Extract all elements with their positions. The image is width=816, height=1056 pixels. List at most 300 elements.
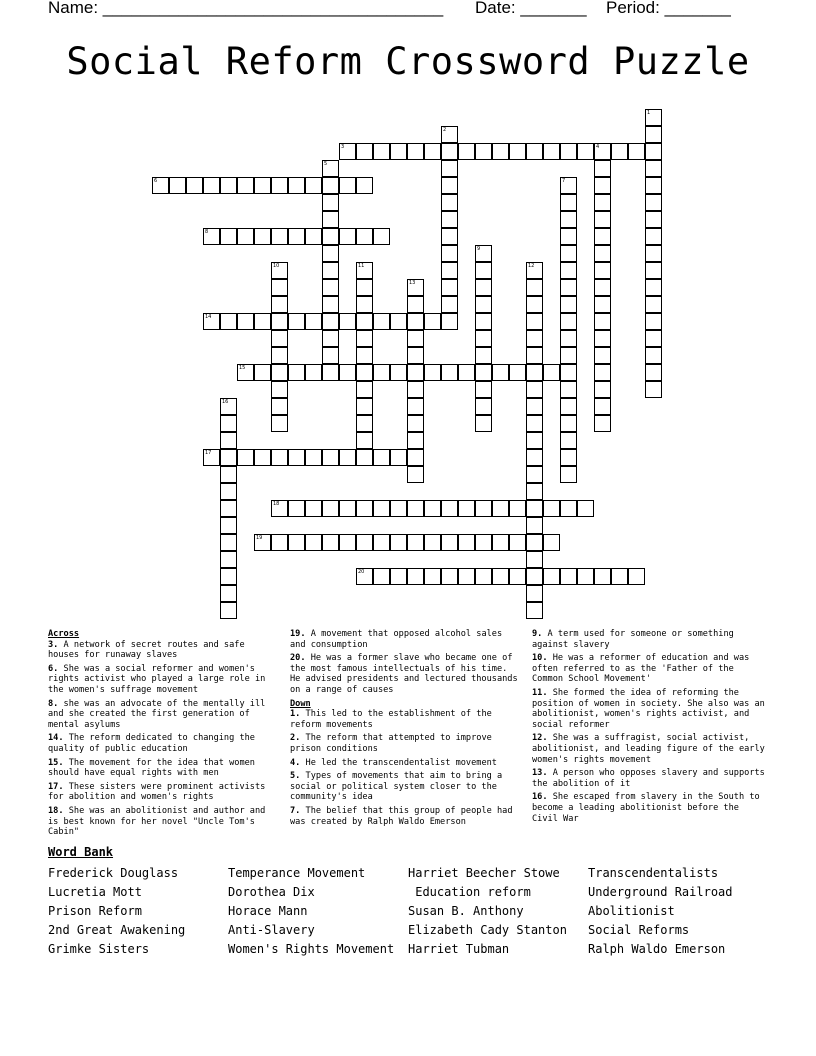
crossword-cell[interactable] (475, 364, 492, 381)
clue-number: 9 (477, 246, 481, 252)
crossword-cell[interactable] (594, 296, 611, 313)
crossword-cell[interactable] (220, 602, 237, 619)
crossword-cell[interactable] (475, 279, 492, 296)
crossword-cell[interactable] (543, 534, 560, 551)
crossword-cell[interactable] (322, 160, 339, 177)
crossword-cell[interactable] (424, 500, 441, 517)
crossword-cell[interactable] (356, 262, 373, 279)
crossword-cell[interactable] (424, 143, 441, 160)
crossword-cell[interactable] (526, 330, 543, 347)
crossword-cell[interactable] (441, 194, 458, 211)
crossword-cell[interactable] (543, 143, 560, 160)
crossword-cell[interactable] (594, 279, 611, 296)
crossword-cell[interactable] (322, 500, 339, 517)
crossword-cell[interactable] (526, 585, 543, 602)
crossword-cell[interactable] (322, 449, 339, 466)
crossword-cell[interactable] (628, 568, 645, 585)
crossword-cell[interactable] (475, 143, 492, 160)
crossword-cell[interactable] (509, 364, 526, 381)
crossword-cell[interactable] (407, 398, 424, 415)
crossword-cell[interactable] (645, 262, 662, 279)
crossword-cell[interactable] (645, 296, 662, 313)
crossword-cell[interactable] (526, 483, 543, 500)
word-bank-item: Ralph Waldo Emerson (588, 942, 726, 956)
crossword-cell[interactable] (254, 449, 271, 466)
crossword-cell[interactable] (441, 313, 458, 330)
crossword-cell[interactable] (492, 534, 509, 551)
clue-item (532, 688, 766, 730)
crossword-cell[interactable] (254, 364, 271, 381)
crossword-cell[interactable] (526, 602, 543, 619)
crossword-cell[interactable] (645, 177, 662, 194)
crossword-cell[interactable] (594, 228, 611, 245)
crossword-cell[interactable] (509, 143, 526, 160)
crossword-cell[interactable] (645, 330, 662, 347)
crossword-cell[interactable] (373, 364, 390, 381)
crossword-cell[interactable] (475, 262, 492, 279)
crossword-cell[interactable] (254, 177, 271, 194)
crossword-cell[interactable] (441, 534, 458, 551)
crossword-cell[interactable] (271, 534, 288, 551)
crossword-cell[interactable] (322, 347, 339, 364)
crossword-cell[interactable] (220, 585, 237, 602)
crossword-cell[interactable] (526, 262, 543, 279)
crossword-cell[interactable] (220, 500, 237, 517)
crossword-cell[interactable] (220, 228, 237, 245)
crossword-cell[interactable] (220, 415, 237, 432)
crossword-cell[interactable] (645, 347, 662, 364)
crossword-cell[interactable] (475, 398, 492, 415)
crossword-cell[interactable] (560, 432, 577, 449)
clue-item-text: A person who opposes slavery and supports the abolition of it (532, 768, 765, 789)
crossword-cell[interactable] (220, 517, 237, 534)
crossword-cell[interactable] (441, 262, 458, 279)
crossword-cell[interactable] (560, 568, 577, 585)
clue-number: 7 (562, 178, 566, 184)
crossword-cell[interactable] (645, 279, 662, 296)
crossword-cell[interactable] (441, 177, 458, 194)
crossword-cell[interactable] (305, 500, 322, 517)
crossword-cell[interactable] (424, 568, 441, 585)
crossword-cell[interactable] (271, 313, 288, 330)
crossword-cell[interactable] (373, 449, 390, 466)
crossword-cell[interactable] (407, 568, 424, 585)
crossword-cell[interactable] (509, 534, 526, 551)
crossword-cell[interactable] (560, 398, 577, 415)
crossword-cell[interactable] (526, 381, 543, 398)
crossword-cell[interactable] (339, 143, 356, 160)
crossword-cell[interactable] (203, 313, 220, 330)
crossword-cell[interactable] (237, 177, 254, 194)
crossword-cell[interactable] (288, 500, 305, 517)
clue-item (48, 806, 280, 838)
crossword-cell[interactable] (577, 568, 594, 585)
crossword-cell[interactable] (645, 245, 662, 262)
crossword-cell[interactable] (594, 160, 611, 177)
crossword-cell[interactable] (305, 177, 322, 194)
crossword-cell[interactable] (475, 415, 492, 432)
crossword-cell[interactable] (594, 381, 611, 398)
crossword-cell[interactable] (220, 551, 237, 568)
crossword-cell[interactable] (645, 160, 662, 177)
crossword-cell[interactable] (288, 534, 305, 551)
crossword-cell[interactable] (594, 330, 611, 347)
crossword-cell[interactable] (628, 143, 645, 160)
crossword-cell[interactable] (475, 534, 492, 551)
name-field-label[interactable]: Name: ____________________________________ (48, 0, 444, 17)
crossword-cell[interactable] (645, 211, 662, 228)
crossword-cell[interactable] (560, 466, 577, 483)
crossword-cell[interactable] (237, 228, 254, 245)
crossword-cell[interactable] (356, 296, 373, 313)
crossword-cell[interactable] (271, 228, 288, 245)
crossword-cell[interactable] (645, 194, 662, 211)
crossword-cell[interactable] (458, 568, 475, 585)
crossword-cell[interactable] (373, 143, 390, 160)
crossword-cell[interactable] (594, 313, 611, 330)
crossword-cell[interactable] (645, 381, 662, 398)
crossword-cell[interactable] (356, 364, 373, 381)
crossword-cell[interactable] (441, 228, 458, 245)
clue-item-number: 8. (48, 698, 59, 709)
crossword-cell[interactable] (322, 228, 339, 245)
crossword-cell[interactable] (186, 177, 203, 194)
crossword-cell[interactable] (645, 143, 662, 160)
crossword-cell[interactable] (339, 177, 356, 194)
crossword-cell[interactable] (526, 364, 543, 381)
crossword-cell[interactable] (458, 364, 475, 381)
crossword-cell[interactable] (288, 177, 305, 194)
clue-number: 16 (222, 399, 229, 405)
crossword-cell[interactable] (356, 330, 373, 347)
crossword-cell[interactable] (271, 330, 288, 347)
crossword-cell[interactable] (475, 330, 492, 347)
crossword-cell[interactable] (645, 228, 662, 245)
crossword-cell[interactable] (594, 245, 611, 262)
crossword-cell[interactable] (441, 568, 458, 585)
crossword-cell[interactable] (526, 296, 543, 313)
clue-item-text: The reform dedicated to changing the quality of public education (48, 733, 255, 754)
crossword-cell[interactable] (407, 364, 424, 381)
crossword-cell[interactable] (645, 126, 662, 143)
crossword-cell[interactable] (220, 432, 237, 449)
crossword-cell[interactable] (543, 364, 560, 381)
crossword-cell[interactable] (356, 177, 373, 194)
crossword-cell[interactable] (288, 313, 305, 330)
crossword-cell[interactable] (220, 313, 237, 330)
crossword-cell[interactable] (526, 449, 543, 466)
crossword-cell[interactable] (441, 279, 458, 296)
crossword-cell[interactable] (220, 449, 237, 466)
crossword-cell[interactable] (373, 313, 390, 330)
crossword-cell[interactable] (271, 279, 288, 296)
crossword-cell[interactable] (594, 364, 611, 381)
crossword-cell[interactable] (543, 500, 560, 517)
crossword-cell[interactable] (492, 364, 509, 381)
crossword-cell[interactable] (373, 534, 390, 551)
crossword-cell[interactable] (458, 534, 475, 551)
crossword-cell[interactable] (492, 500, 509, 517)
crossword-cell[interactable] (475, 500, 492, 517)
clue-item (532, 653, 766, 685)
crossword-cell[interactable] (526, 415, 543, 432)
crossword-cell[interactable] (322, 330, 339, 347)
crossword-cell[interactable] (560, 211, 577, 228)
crossword-cell[interactable] (407, 313, 424, 330)
crossword-cell[interactable] (594, 143, 611, 160)
crossword-cell[interactable] (271, 364, 288, 381)
crossword-cell[interactable] (441, 143, 458, 160)
crossword-cell[interactable] (356, 398, 373, 415)
crossword-cell[interactable] (407, 415, 424, 432)
crossword-cell[interactable] (560, 313, 577, 330)
crossword-cell[interactable] (220, 466, 237, 483)
crossword-cell[interactable] (407, 279, 424, 296)
crossword-cell[interactable] (152, 177, 169, 194)
crossword-cell[interactable] (594, 415, 611, 432)
crossword-cell[interactable] (560, 279, 577, 296)
crossword-cell[interactable] (356, 415, 373, 432)
crossword-cell[interactable] (509, 568, 526, 585)
crossword-cell[interactable] (509, 500, 526, 517)
crossword-cell[interactable] (339, 534, 356, 551)
crossword-cell[interactable] (560, 364, 577, 381)
crossword-cell[interactable] (390, 313, 407, 330)
crossword-cell[interactable] (594, 177, 611, 194)
crossword-cell[interactable] (339, 364, 356, 381)
crossword-cell[interactable] (424, 534, 441, 551)
crossword-cell[interactable] (441, 211, 458, 228)
crossword-cell[interactable] (203, 449, 220, 466)
crossword-cell[interactable] (373, 568, 390, 585)
crossword-cell[interactable] (526, 398, 543, 415)
crossword-cell[interactable] (441, 126, 458, 143)
crossword-cell[interactable] (220, 483, 237, 500)
crossword-cell[interactable] (441, 160, 458, 177)
crossword-cell[interactable] (271, 398, 288, 415)
crossword-cell[interactable] (475, 347, 492, 364)
crossword-cell[interactable] (424, 313, 441, 330)
crossword-cell[interactable] (322, 534, 339, 551)
crossword-cell[interactable] (356, 534, 373, 551)
crossword-cell[interactable] (407, 534, 424, 551)
crossword-cell[interactable] (492, 143, 509, 160)
crossword-cell[interactable] (305, 313, 322, 330)
clue-item-number: 2. (290, 733, 301, 744)
crossword-cell[interactable] (407, 381, 424, 398)
crossword-cell[interactable] (441, 500, 458, 517)
crossword-cell[interactable] (339, 500, 356, 517)
crossword-cell[interactable] (254, 228, 271, 245)
crossword-cell[interactable] (560, 245, 577, 262)
crossword-cell[interactable] (271, 347, 288, 364)
crossword-cell[interactable] (390, 449, 407, 466)
crossword-cell[interactable] (220, 398, 237, 415)
crossword-cell[interactable] (407, 296, 424, 313)
crossword-cell[interactable] (356, 279, 373, 296)
crossword-cell[interactable] (611, 143, 628, 160)
crossword-cell[interactable] (475, 245, 492, 262)
crossword-cell[interactable] (254, 313, 271, 330)
crossword-cell[interactable] (237, 364, 254, 381)
crossword-cell[interactable] (237, 313, 254, 330)
crossword-cell[interactable] (441, 364, 458, 381)
crossword-cell[interactable] (288, 449, 305, 466)
crossword-cell[interactable] (305, 534, 322, 551)
crossword-cell[interactable] (322, 177, 339, 194)
crossword-cell[interactable] (441, 245, 458, 262)
crossword-cell[interactable] (594, 568, 611, 585)
crossword-cell[interactable] (356, 228, 373, 245)
crossword-cell[interactable] (560, 330, 577, 347)
crossword-cell[interactable] (305, 228, 322, 245)
crossword-cell[interactable] (594, 211, 611, 228)
clue-item (290, 629, 522, 650)
crossword-cell[interactable] (475, 313, 492, 330)
crossword-cell[interactable] (475, 381, 492, 398)
crossword-cell[interactable] (271, 381, 288, 398)
crossword-cell[interactable] (339, 228, 356, 245)
crossword-cell[interactable] (560, 500, 577, 517)
crossword-cell[interactable] (560, 449, 577, 466)
crossword-cell[interactable] (645, 109, 662, 126)
crossword-cell[interactable] (390, 568, 407, 585)
crossword-cell[interactable] (560, 347, 577, 364)
crossword-cell[interactable] (645, 313, 662, 330)
crossword-cell[interactable] (373, 500, 390, 517)
crossword-cell[interactable] (594, 262, 611, 279)
crossword-cell[interactable] (526, 534, 543, 551)
clue-number: 17 (205, 450, 212, 456)
crossword-cell[interactable] (220, 534, 237, 551)
crossword-cell[interactable] (458, 500, 475, 517)
crossword-cell[interactable] (526, 500, 543, 517)
crossword-cell[interactable] (526, 347, 543, 364)
crossword-cell[interactable] (424, 364, 441, 381)
crossword-cell[interactable] (356, 381, 373, 398)
crossword-cell[interactable] (407, 432, 424, 449)
crossword-cell[interactable] (526, 432, 543, 449)
crossword-cell[interactable] (339, 313, 356, 330)
crossword-cell[interactable] (356, 143, 373, 160)
crossword-cell[interactable] (526, 313, 543, 330)
crossword-cell[interactable] (594, 194, 611, 211)
crossword-cell[interactable] (322, 194, 339, 211)
period-field-label[interactable]: Period: _______ (606, 0, 731, 17)
crossword-cell[interactable] (475, 296, 492, 313)
crossword-cell[interactable] (305, 449, 322, 466)
crossword-cell[interactable] (356, 313, 373, 330)
crossword-cell[interactable] (271, 296, 288, 313)
crossword-cell[interactable] (526, 279, 543, 296)
crossword-cell[interactable] (356, 432, 373, 449)
crossword-cell[interactable] (594, 347, 611, 364)
crossword-cell[interactable] (169, 177, 186, 194)
clue-item-number: 4. (290, 757, 301, 768)
crossword-cell[interactable] (560, 381, 577, 398)
crossword-cell[interactable] (390, 143, 407, 160)
crossword-cell[interactable] (458, 143, 475, 160)
crossword-cell[interactable] (407, 347, 424, 364)
crossword-cell[interactable] (254, 534, 271, 551)
crossword-cell[interactable] (560, 143, 577, 160)
crossword-cell[interactable] (560, 177, 577, 194)
crossword-cell[interactable] (356, 347, 373, 364)
crossword-cell[interactable] (407, 466, 424, 483)
clue-item-number: 15. (48, 757, 64, 768)
crossword-cell[interactable] (560, 296, 577, 313)
crossword-cell[interactable] (356, 568, 373, 585)
crossword-cell[interactable] (237, 449, 254, 466)
clue-item-number: 9. (532, 629, 543, 639)
crossword-cell[interactable] (594, 398, 611, 415)
crossword-cell[interactable] (526, 143, 543, 160)
crossword-cell[interactable] (560, 415, 577, 432)
crossword-cell[interactable] (288, 228, 305, 245)
crossword-cell[interactable] (475, 568, 492, 585)
crossword-cell[interactable] (390, 500, 407, 517)
crossword-cell[interactable] (271, 500, 288, 517)
crossword-cell[interactable] (322, 296, 339, 313)
crossword-cell[interactable] (577, 500, 594, 517)
crossword-cell[interactable] (560, 194, 577, 211)
crossword-cell[interactable] (322, 313, 339, 330)
crossword-cell[interactable] (526, 517, 543, 534)
crossword-cell[interactable] (526, 466, 543, 483)
crossword-cell[interactable] (305, 364, 322, 381)
crossword-cell[interactable] (322, 262, 339, 279)
crossword-cell[interactable] (526, 568, 543, 585)
crossword-cell[interactable] (356, 500, 373, 517)
crossword-cell[interactable] (441, 296, 458, 313)
crossword-cell[interactable] (220, 177, 237, 194)
crossword-cell[interactable] (356, 449, 373, 466)
crossword-cell[interactable] (407, 500, 424, 517)
crossword-cell[interactable] (407, 330, 424, 347)
crossword-cell[interactable] (288, 364, 305, 381)
crossword-cell[interactable] (645, 364, 662, 381)
crossword-cell[interactable] (220, 568, 237, 585)
clue-number: 4 (596, 144, 600, 150)
crossword-cell[interactable] (271, 449, 288, 466)
crossword-cell[interactable] (526, 551, 543, 568)
crossword-cell[interactable] (407, 449, 424, 466)
crossword-cell[interactable] (390, 534, 407, 551)
date-field-label[interactable]: Date: _______ (475, 0, 587, 17)
crossword-cell[interactable] (390, 364, 407, 381)
clue-item (290, 758, 522, 769)
crossword-cell[interactable] (492, 568, 509, 585)
crossword-cell[interactable] (322, 279, 339, 296)
down-heading: Down (290, 698, 311, 709)
crossword-cell[interactable] (203, 228, 220, 245)
crossword-cell[interactable] (271, 177, 288, 194)
crossword-cell[interactable] (543, 568, 560, 585)
crossword-cell[interactable] (203, 177, 220, 194)
crossword-cell[interactable] (577, 143, 594, 160)
crossword-cell[interactable] (407, 143, 424, 160)
crossword-cell[interactable] (322, 245, 339, 262)
crossword-cell[interactable] (339, 449, 356, 466)
crossword-cell[interactable] (560, 228, 577, 245)
crossword-cell[interactable] (373, 228, 390, 245)
crossword-cell[interactable] (560, 262, 577, 279)
crossword-cell[interactable] (322, 211, 339, 228)
crossword-cell[interactable] (271, 415, 288, 432)
crossword-cell[interactable] (322, 364, 339, 381)
crossword-cell[interactable] (611, 568, 628, 585)
crossword-cell[interactable] (271, 262, 288, 279)
